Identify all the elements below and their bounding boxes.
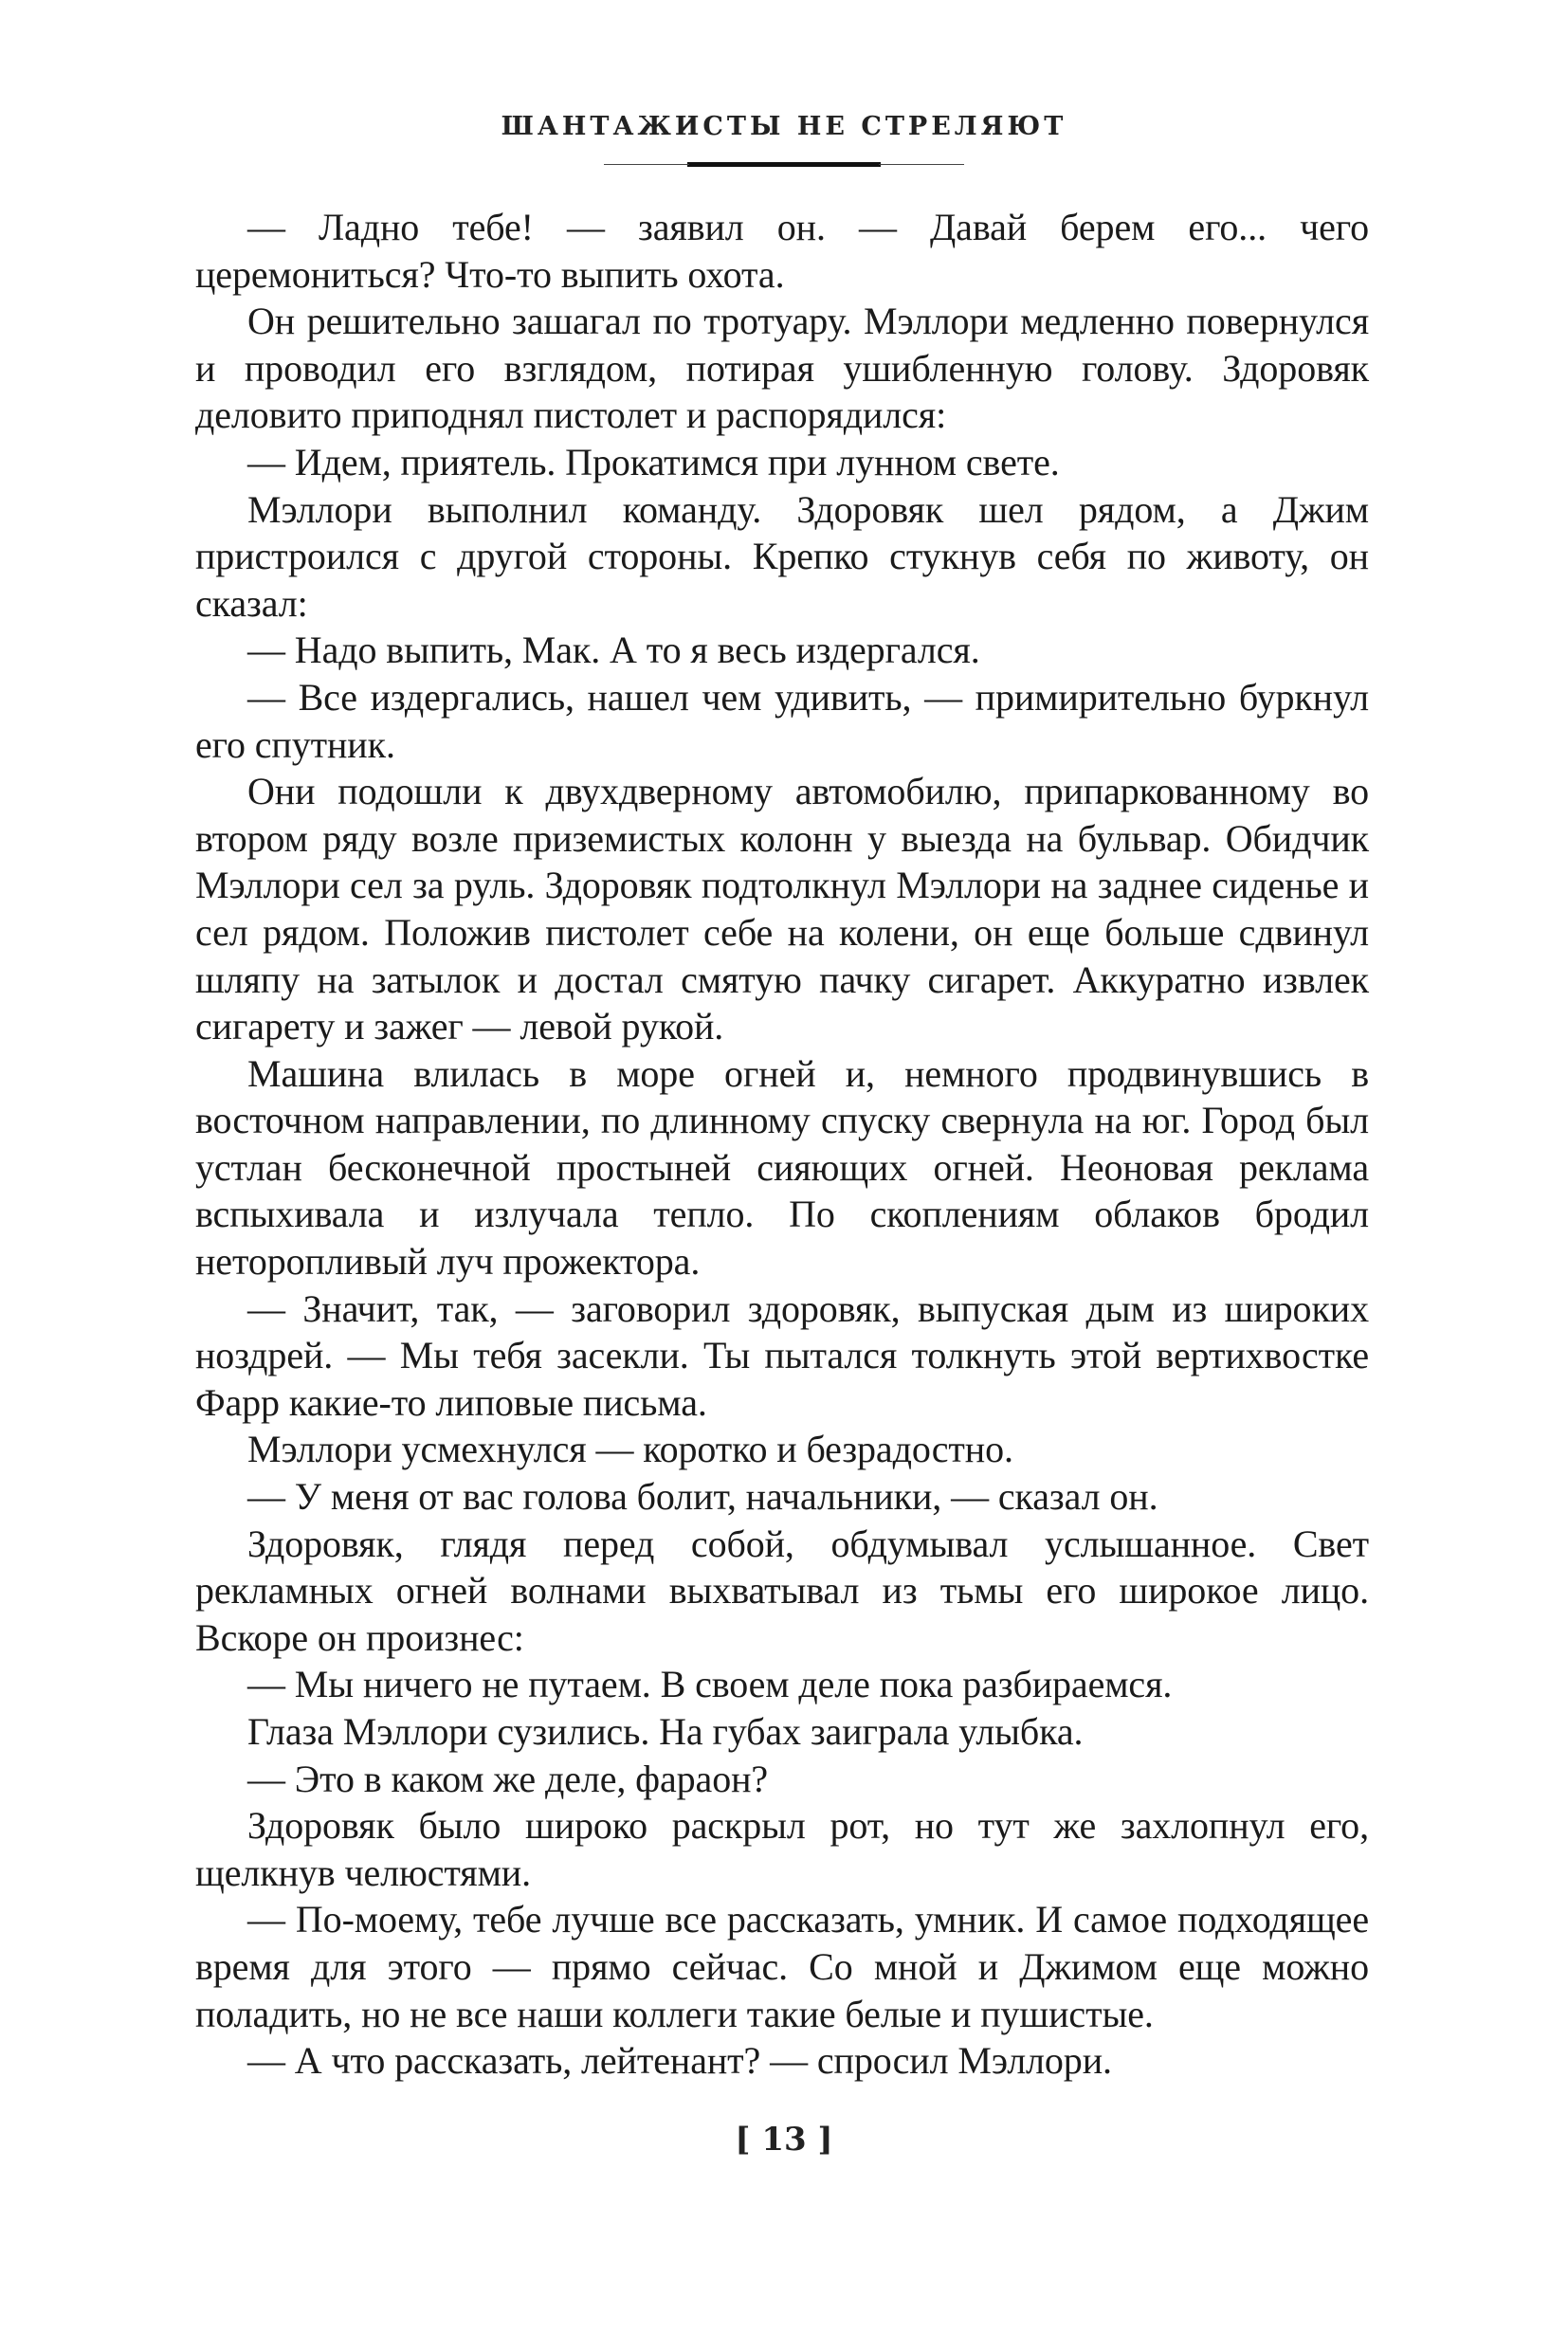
page-number: [ 13 ]	[735, 2121, 833, 2159]
paragraph: Здоровяк, глядя перед собой, обдумывал услышанное. Свет рекламных огней волнами выхватывал из тьмы его широкое лицо. Вскоре он произнес:	[195, 1522, 1369, 1659]
paragraph: — Ладно тебе! — заявил он. — Давай берем его... чего церемониться? Что-то выпить охота.	[195, 206, 1369, 296]
paragraph: Машина влилась в море огней и, немного продвинувшись в восточном направлении, по длинному спуску свернула на юг. Город был устлан бесконечной простыней сияющих огней. Неоновая реклама вспыхивала и излучала тепло. По скоплениям облаков бродил неторопливый луч прожектора.	[195, 1051, 1369, 1284]
header-rule	[687, 162, 881, 167]
running-title: ШАНТАЖИСТЫ НЕ СТРЕЛЯЮТ	[501, 112, 1067, 141]
paragraph: Мэллори выполнил команду. Здоровяк шел рядом, а Джим пристроился с другой стороны. Крепко стукнув себя по животу, он сказал:	[195, 487, 1369, 625]
paragraph: — А что рассказать, лейтенант? — спросил Мэллори.	[247, 2039, 1112, 2083]
paragraph: Мэллори усмехнулся — коротко и безрадостно.	[247, 1428, 1013, 1471]
paragraph: — Идем, приятель. Прокатимся при лунном свете.	[247, 440, 1060, 483]
paragraph: Здоровяк было широко раскрыл рот, но тут же захлопнул его, щелкнув челюстями.	[195, 1804, 1369, 1894]
paragraph: Он решительно зашагал по тротуару. Мэллори медленно повернулся и проводил его взглядом, потирая ушибленную голову. Здоровяк деловито приподнял пистолет и распорядился:	[195, 300, 1369, 437]
paragraph: Глаза Мэллори сузились. На губах заиграла улыбка.	[247, 1710, 1084, 1753]
paragraph: — Все издергались, нашел чем удивить, — примирительно буркнул его спутник.	[195, 675, 1369, 766]
paragraph: Они подошли к двухдверному автомобилю, припаркованному во втором ряду возле приземистых колонн у выезда на бульвар. Обидчик Мэллори сел за руль. Здоровяк подтолкнул Мэллори на заднее сиденье и сел рядом. Положив пистолет себе на колени, он еще больше сдвинул шляпу на затылок и достал смятую пачку сигарет. Аккуратно извлек сигарету и зажег — левой рукой.	[195, 770, 1369, 1048]
paragraph: — У меня от вас голова болит, начальники, — сказал он.	[247, 1475, 1158, 1519]
paragraph: — Надо выпить, Мак. А то я весь издергался.	[247, 629, 980, 672]
paragraph: — По-моему, тебе лучше все рассказать, умник. И самое подходящее время для этого — прямо сейчас. Со мной и Джимом еще можно поладить, но не все наши коллеги такие белые и пушистые.	[195, 1898, 1369, 2035]
body-text	[195, 204, 1369, 2085]
paragraph: — Это в каком же деле, фараон?	[247, 1757, 769, 1800]
paragraph: — Значит, так, — заговорил здоровяк, выпуская дым из широких ноздрей. — Мы тебя засекли. Ты пытался толкнуть этой вертихвостке Фарр какие-то липовые письма.	[195, 1286, 1369, 1424]
paragraph: — Мы ничего не путаем. В своем деле пока разбираемся.	[247, 1663, 1173, 1706]
